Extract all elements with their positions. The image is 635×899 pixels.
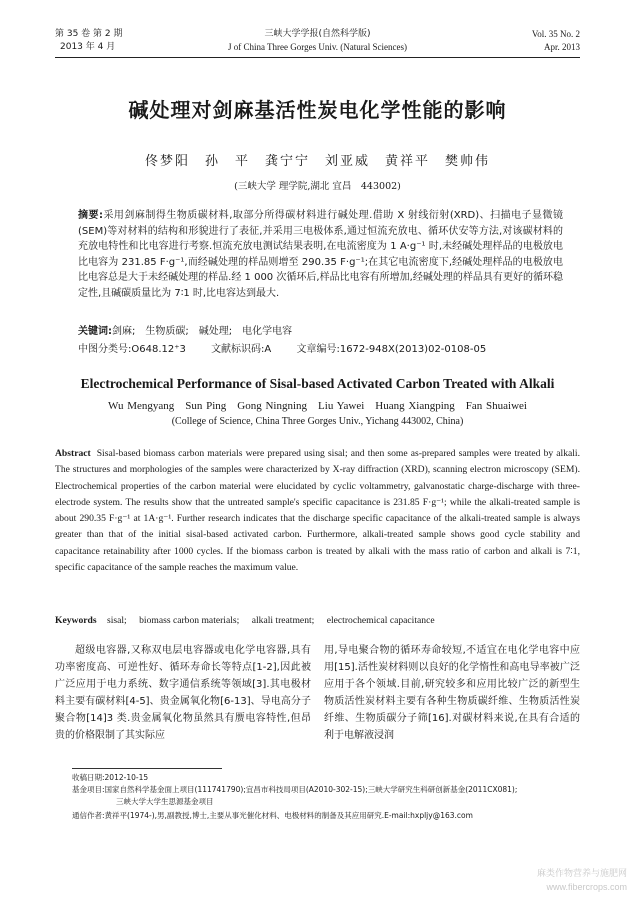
- keywords-cn-label: 关键词:: [78, 326, 112, 337]
- clc-number: 中图分类号:O648.12⁺3: [78, 344, 186, 355]
- body-right-column: 用,导电聚合物的循环寿命较短,不适宜在电化学电容中应用[15].活性炭材料则以良好的化学惰性和高电导率被广泛应用于各个领域.目前,研究较多和应用比较广泛的新型生物质活性炭材料主要有各种生物质碳纤维、生物质活性炭纤维、生物质碳分子筛[16].对碳材料来说,在具有合适的利于电解液浸润: [324, 645, 580, 741]
- header-rule: [55, 57, 580, 58]
- footnote-fund: 基金项目:国家自然科学基金面上项目(111741790);宜昌市科技局项目(A2010-302-15);三峡大学研究生科研创新基金(2011CX081);: [72, 785, 518, 794]
- issue-cn: 第 35 卷 第 2 期: [55, 29, 123, 39]
- abstract-cn-text: 采用剑麻制得生物质碳材料,取部分所得碳材料进行碱处理.借助 X 射线衍射(XRD)、扫描电子显微镜(SEM)等对材料的结构和形貌进行了表征,并采用三电极体系,通过恒流充放电、循环伏安等方法,对该碳材料的充放电特性和比电容进行考察.恒流充放电测试结果表明,在电流密度为 1 A·g⁻¹ 时,未经碱处理样品的电极放电比电容为 231.85 F·g⁻¹,而经碱处理的样品则增至 290.35 F·g⁻¹;在其它电流密度下,经碱处理样品的电极放电比电容总是大于未经碱处理的样品.经 1 000 次循环后,样品比电容有所增加,经碱处理的样品具有更好的循环稳定性,且碱碳质量比为 7∶1 时,比电容达到最大.: [78, 210, 563, 299]
- volume-en: Vol. 35 No. 2: [531, 29, 580, 39]
- body-left-column: 超级电容器,又称双电层电容器或电化学电容器,具有功率密度高、可逆性好、循环寿命长等特点[1-2],因此被广泛应用于电力系统、数字通信系统等领域[3].其电极材料主要有碳材料[4-5]、贵金属氧化物[6-13]、导电高分子聚合物[14]3 类.贵金属氧化物虽然具有赝电容特性,但昂贵的价格限制了其实际应: [55, 645, 311, 741]
- document-code: 文献标识码:A: [211, 344, 272, 355]
- watermark-text: 麻类作物营养与施肥网: [536, 869, 627, 879]
- keywords-cn-text: 剑麻; 生物质碳; 碱处理; 电化学电容: [112, 326, 293, 337]
- abstract-cn-label: 摘要:: [78, 210, 103, 221]
- title-en: Electrochemical Performance of Sisal-based Activated Carbon Treated with Alkali: [80, 376, 555, 391]
- journal-en: J of China Three Gorges Univ. (Natural Sciences): [227, 42, 408, 52]
- keywords-en-label: Keywords: [55, 615, 97, 626]
- abstract-en-label: Abstract: [55, 448, 91, 459]
- keywords-cn: [78, 324, 292, 339]
- journal-cn: 三峡大学学报(自然科学版): [264, 29, 371, 39]
- watermark-url: www.fibercrops.com: [546, 882, 627, 892]
- keyword-en: sisal;: [106, 615, 127, 626]
- title-cn: 碱处理对剑麻基活性炭电化学性能的影响: [128, 98, 507, 122]
- footnote-rule: [72, 768, 222, 769]
- date-en: Apr. 2013: [544, 42, 580, 52]
- affiliation-en: (College of Science, China Three Gorges Univ., Yichang 443002, China): [171, 416, 464, 427]
- footnote-received: 收稿日期:2012-10-15: [72, 773, 149, 782]
- footnote-author: 通信作者:黄祥平(1974-),男,副教授,博士,主要从事光催化材料、电极材料的制备及其应用研究.E-mail:hxpljy@163.com: [72, 811, 473, 820]
- keywords-en: [55, 615, 445, 626]
- authors-en: Wu Mengyang Sun Ping Gong Ningning Liu Yawei Huang Xiangping Fan Shuaiwei: [108, 400, 527, 412]
- abstract-cn: [78, 208, 563, 301]
- keyword-en: biomass carbon materials;: [139, 615, 240, 626]
- article-number: 文章编号:1672-948X(2013)02-0108-05: [296, 344, 487, 355]
- footnote-fund-cont: 三峡大学大学生思源基金项目: [116, 797, 214, 806]
- abstract-en: [55, 446, 580, 576]
- keyword-en: electrochemical capacitance: [326, 615, 435, 626]
- classification-line: [78, 342, 578, 357]
- authors-cn: 佟梦阳 孙 平 龚宁宁 刘亚威 黄祥平 樊帅伟: [144, 154, 490, 169]
- abstract-en-text: Sisal-based biomass carbon materials were prepared using sisal; and then some as-prepared samples were treated by alkali. The structures and morphologies of the samples were characterized by X-ray diffraction (XRD), scanning electron microscopy (SEM). Electrochemical properties of the carbon material were elucidated by cyclic voltammetry, galvanostatic charge-discharge with three-electrode system. The results show that the untreated sample's specific capacitance is 231.85 F·g⁻¹; while the alkali-treated sample is about 290.35 F·g⁻¹ at 1A·g⁻¹. Further research indicates that the discharge specific capacitance of the alkali-treated sample is always greater than that of the initial sisal-based activated carbon. Furthermore, alkali-treated sample shows good cycle stability and capacitance retainability after 1000 cycles. If the biomass carbon is treated by alkali with the mass ratio of carbon and alkali is 7∶1, specific capacitance of the sample reaches the maximum value.: [55, 448, 580, 574]
- date-cn: 2013 年 4 月: [60, 42, 116, 52]
- keyword-en: alkali treatment;: [251, 615, 315, 626]
- affiliation-cn: (三峡大学 理学院,湖北 宜昌 443002): [234, 181, 401, 192]
